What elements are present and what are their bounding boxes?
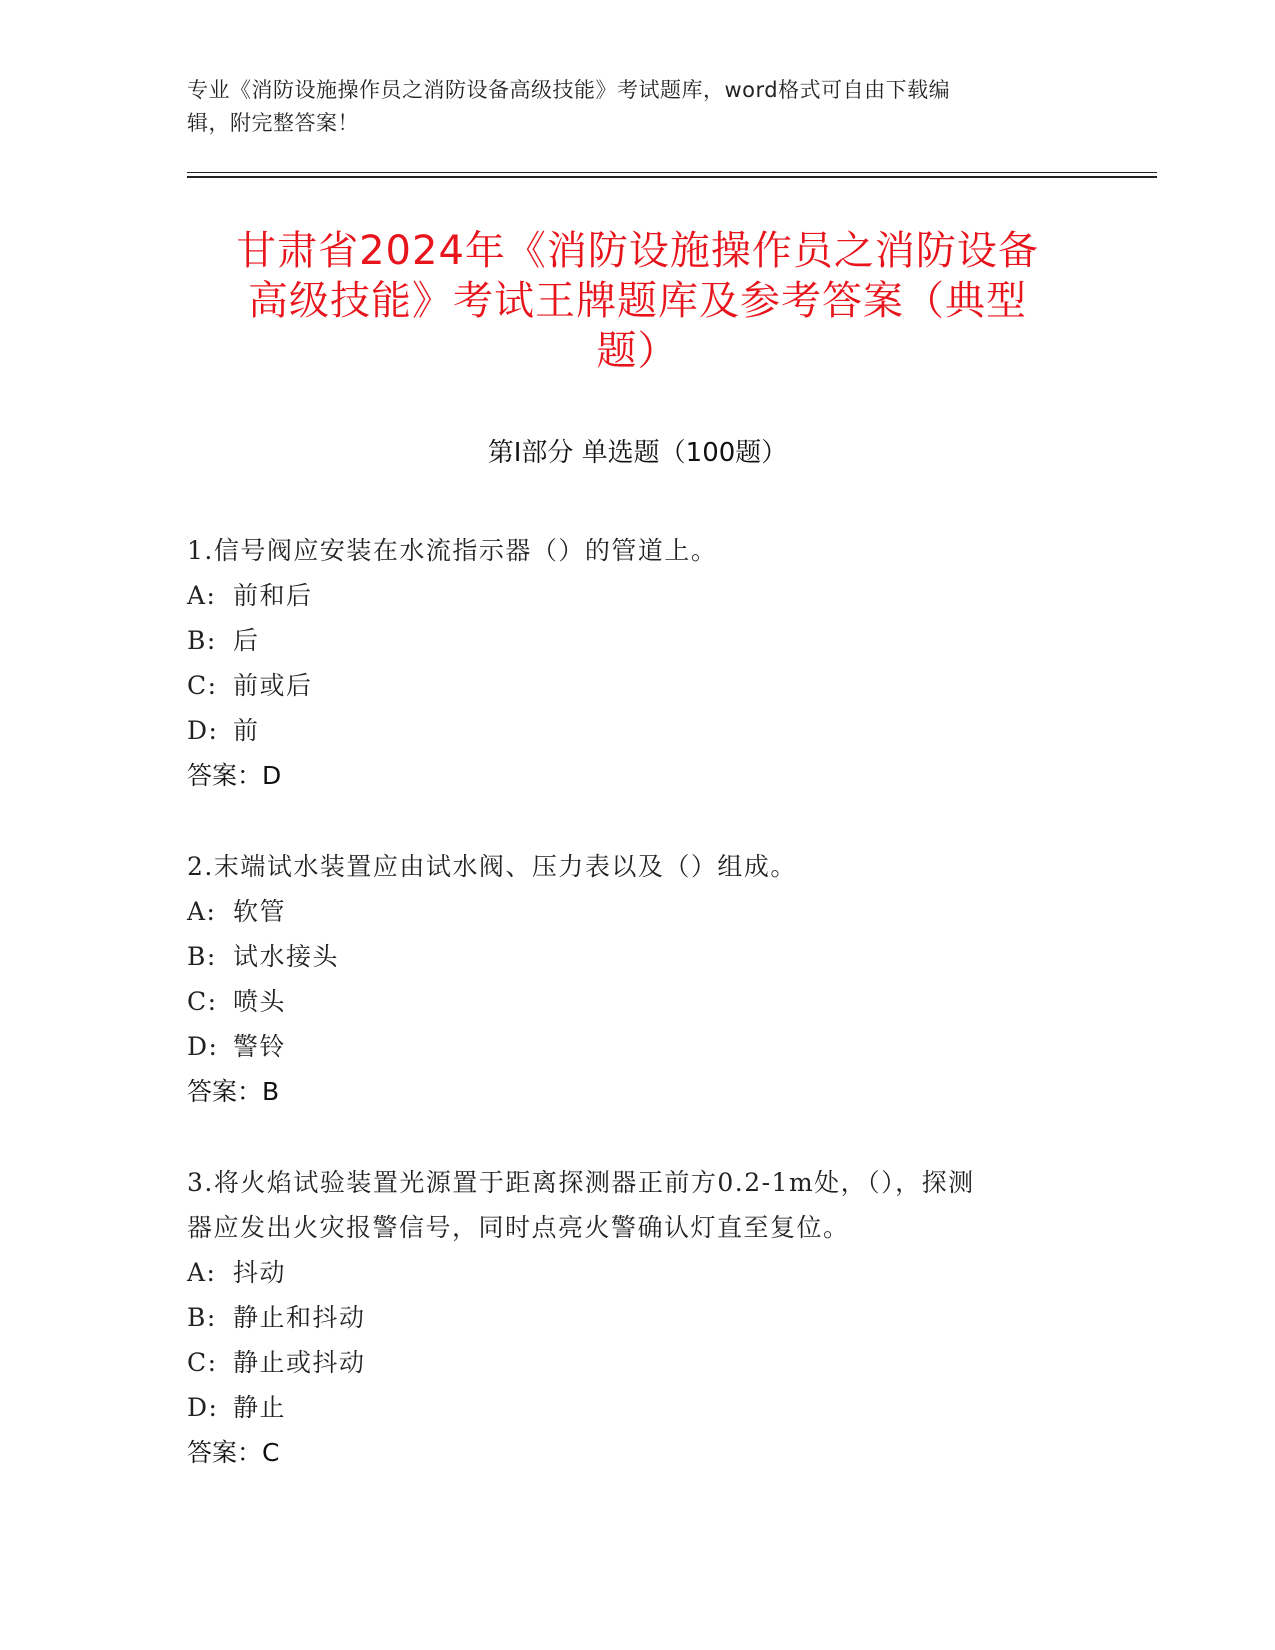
- option-d: [187, 1024, 1087, 1069]
- option-text: 喷头: [233, 987, 287, 1016]
- header-rule-thick: [187, 176, 1157, 178]
- option-key: A:: [187, 1258, 217, 1287]
- option-text: 软管: [233, 897, 287, 926]
- question-list: [187, 528, 1087, 1475]
- header-note: [187, 74, 1087, 140]
- option-key: A:: [187, 581, 217, 610]
- option-a: [187, 889, 1087, 934]
- question-stem: 1.信号阀应安装在水流指示器（）的管道上。: [187, 536, 718, 565]
- option-key: B:: [187, 626, 217, 655]
- option-key: A:: [187, 897, 217, 926]
- option-b: [187, 934, 1087, 979]
- option-key: C:: [187, 1348, 218, 1377]
- option-a: [187, 1250, 1087, 1295]
- option-text: 后: [233, 626, 260, 655]
- option-text: 前和后: [233, 581, 313, 610]
- answer-line: 答案：C: [187, 1438, 280, 1467]
- document-title-line-2: 高级技能》考试王牌题库及参考答案（典型: [248, 278, 1027, 324]
- header-rule-thin: [187, 172, 1157, 173]
- option-text: 静止和抖动: [233, 1303, 366, 1332]
- option-key: B:: [187, 1303, 217, 1332]
- option-d: [187, 1385, 1087, 1430]
- option-b: [187, 618, 1087, 663]
- option-key: B:: [187, 942, 217, 971]
- option-d: [187, 708, 1087, 753]
- option-key: D:: [187, 1032, 219, 1061]
- document-title-line-3: 题）: [596, 328, 679, 374]
- answer-line: 答案：D: [187, 761, 282, 790]
- option-a: [187, 573, 1087, 618]
- header-note-line-2: 辑，附完整答案！: [187, 111, 359, 135]
- option-text: 前或后: [233, 671, 313, 700]
- option-text: 抖动: [233, 1258, 287, 1287]
- document-title: [150, 226, 1125, 376]
- option-c: [187, 1340, 1087, 1385]
- question-stem-line-1: 3.将火焰试验装置光源置于距离探测器正前方0.2-1m处，（），探测: [187, 1168, 975, 1197]
- question-spacer: [187, 1114, 1087, 1160]
- option-key: D:: [187, 1393, 219, 1422]
- option-key: C:: [187, 987, 218, 1016]
- section-heading: 第Ⅰ部分 单选题（100题）: [487, 438, 788, 468]
- answer-line: 答案：B: [187, 1077, 280, 1106]
- option-c: [187, 663, 1087, 708]
- option-text: 前: [233, 716, 260, 745]
- option-text: 静止: [233, 1393, 287, 1422]
- option-b: [187, 1295, 1087, 1340]
- option-key: D:: [187, 716, 219, 745]
- question-stem: 2.末端试水装置应由试水阀、压力表以及（）组成。: [187, 852, 797, 881]
- option-text: 静止或抖动: [233, 1348, 366, 1377]
- question-1: [187, 528, 1087, 798]
- document-title-line-1: 甘肃省2024年《消防设施操作员之消防设备: [236, 228, 1039, 274]
- question-stem-line-2: 器应发出火灾报警信号，同时点亮火警确认灯直至复位。: [187, 1213, 850, 1242]
- option-c: [187, 979, 1087, 1024]
- header-note-line-1: 专业《消防设施操作员之消防设备高级技能》考试题库，word格式可自由下载编: [187, 78, 951, 102]
- option-text: 警铃: [233, 1032, 287, 1061]
- question-2: [187, 844, 1087, 1114]
- option-text: 试水接头: [233, 942, 340, 971]
- question-3: [187, 1160, 1087, 1475]
- option-key: C:: [187, 671, 218, 700]
- question-spacer: [187, 798, 1087, 844]
